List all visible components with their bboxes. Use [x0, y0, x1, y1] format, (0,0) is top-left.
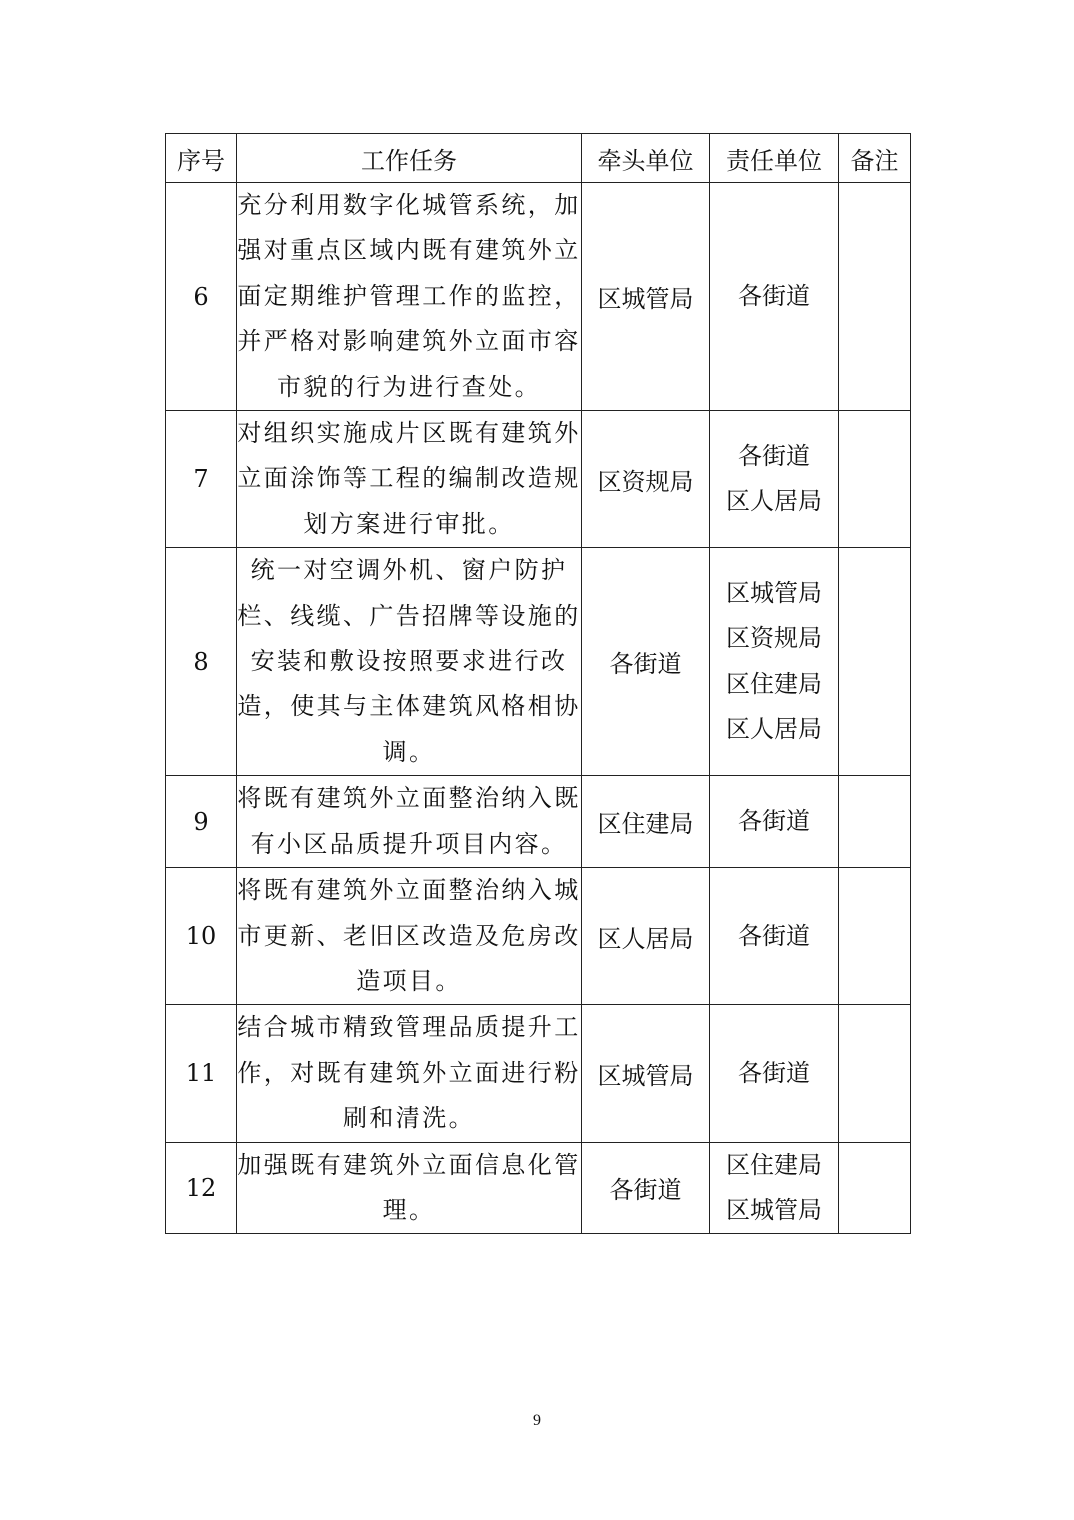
- table-row: [166, 776, 911, 868]
- responsible-unit-name: 各街道: [738, 806, 810, 835]
- cell-no: 11: [166, 1005, 237, 1142]
- table-row: [166, 411, 911, 548]
- table-row: [166, 1142, 911, 1234]
- cell-note: [839, 548, 911, 776]
- table-row: [166, 548, 911, 776]
- responsible-unit-name: 区住建局: [726, 669, 822, 698]
- task-table: [165, 133, 911, 1234]
- cell-no: 6: [166, 183, 237, 411]
- cell-responsible-unit: [710, 411, 839, 548]
- table-row: [166, 183, 911, 411]
- cell-no: 8: [166, 548, 237, 776]
- cell-note: [839, 1142, 911, 1234]
- cell-lead-unit: 各街道: [582, 1142, 710, 1234]
- responsible-unit-name: 区人居局: [726, 715, 822, 744]
- header-no: 序号: [166, 134, 237, 183]
- responsible-unit-name: 区人居局: [726, 487, 822, 516]
- cell-task: 充分利用数字化城管系统，加强对重点区域内既有建筑外立面定期维护管理工作的监控，并严格对影响建筑外立面市容市貌的行为进行查处。: [237, 183, 582, 411]
- responsible-unit-name: 区住建局: [726, 1150, 822, 1179]
- responsible-unit-name: 区城管局: [726, 578, 822, 607]
- table-row: [166, 868, 911, 1005]
- header-responsible-unit: 责任单位: [710, 134, 839, 183]
- responsible-unit-name: 各街道: [738, 921, 810, 950]
- cell-task: 统一对空调外机、窗户防护栏、线缆、广告招牌等设施的安装和敷设按照要求进行改造，使其与主体建筑风格相协调。: [237, 548, 582, 776]
- cell-responsible-unit: [710, 1142, 839, 1234]
- cell-responsible-unit: [710, 868, 839, 1005]
- responsible-unit-name: 区城管局: [726, 1195, 822, 1224]
- table-row: [166, 1005, 911, 1142]
- cell-note: [839, 411, 911, 548]
- cell-note: [839, 1005, 911, 1142]
- cell-lead-unit: 区城管局: [582, 183, 710, 411]
- cell-task: 结合城市精致管理品质提升工作，对既有建筑外立面进行粉刷和清洗。: [237, 1005, 582, 1142]
- cell-task: 将既有建筑外立面整治纳入城市更新、老旧区改造及危房改造项目。: [237, 868, 582, 1005]
- cell-no: 12: [166, 1142, 237, 1234]
- responsible-unit-name: 各街道: [738, 441, 810, 470]
- cell-lead-unit: 区住建局: [582, 776, 710, 868]
- cell-responsible-unit: [710, 548, 839, 776]
- cell-lead-unit: 各街道: [582, 548, 710, 776]
- cell-task: 加强既有建筑外立面信息化管理。: [237, 1142, 582, 1234]
- cell-task: 对组织实施成片区既有建筑外立面涂饰等工程的编制改造规划方案进行审批。: [237, 411, 582, 548]
- page-number: 9: [533, 1412, 541, 1429]
- cell-lead-unit: 区城管局: [582, 1005, 710, 1142]
- cell-lead-unit: 区资规局: [582, 411, 710, 548]
- header-lead-unit: 牵头单位: [582, 134, 710, 183]
- cell-note: [839, 868, 911, 1005]
- cell-responsible-unit: [710, 776, 839, 868]
- cell-responsible-unit: [710, 1005, 839, 1142]
- cell-lead-unit: 区人居局: [582, 868, 710, 1005]
- responsible-unit-name: 各街道: [738, 281, 810, 310]
- header-task: 工作任务: [237, 134, 582, 183]
- responsible-unit-name: 区资规局: [726, 624, 822, 653]
- cell-no: 7: [166, 411, 237, 548]
- cell-task: 将既有建筑外立面整治纳入既有小区品质提升项目内容。: [237, 776, 582, 868]
- responsible-unit-name: 各街道: [738, 1058, 810, 1087]
- table-body: [166, 183, 911, 1234]
- cell-no: 10: [166, 868, 237, 1005]
- cell-note: [839, 183, 911, 411]
- cell-responsible-unit: [710, 183, 839, 411]
- header-note: 备注: [839, 134, 911, 183]
- cell-no: 9: [166, 776, 237, 868]
- cell-note: [839, 776, 911, 868]
- table-header-row: [166, 134, 911, 183]
